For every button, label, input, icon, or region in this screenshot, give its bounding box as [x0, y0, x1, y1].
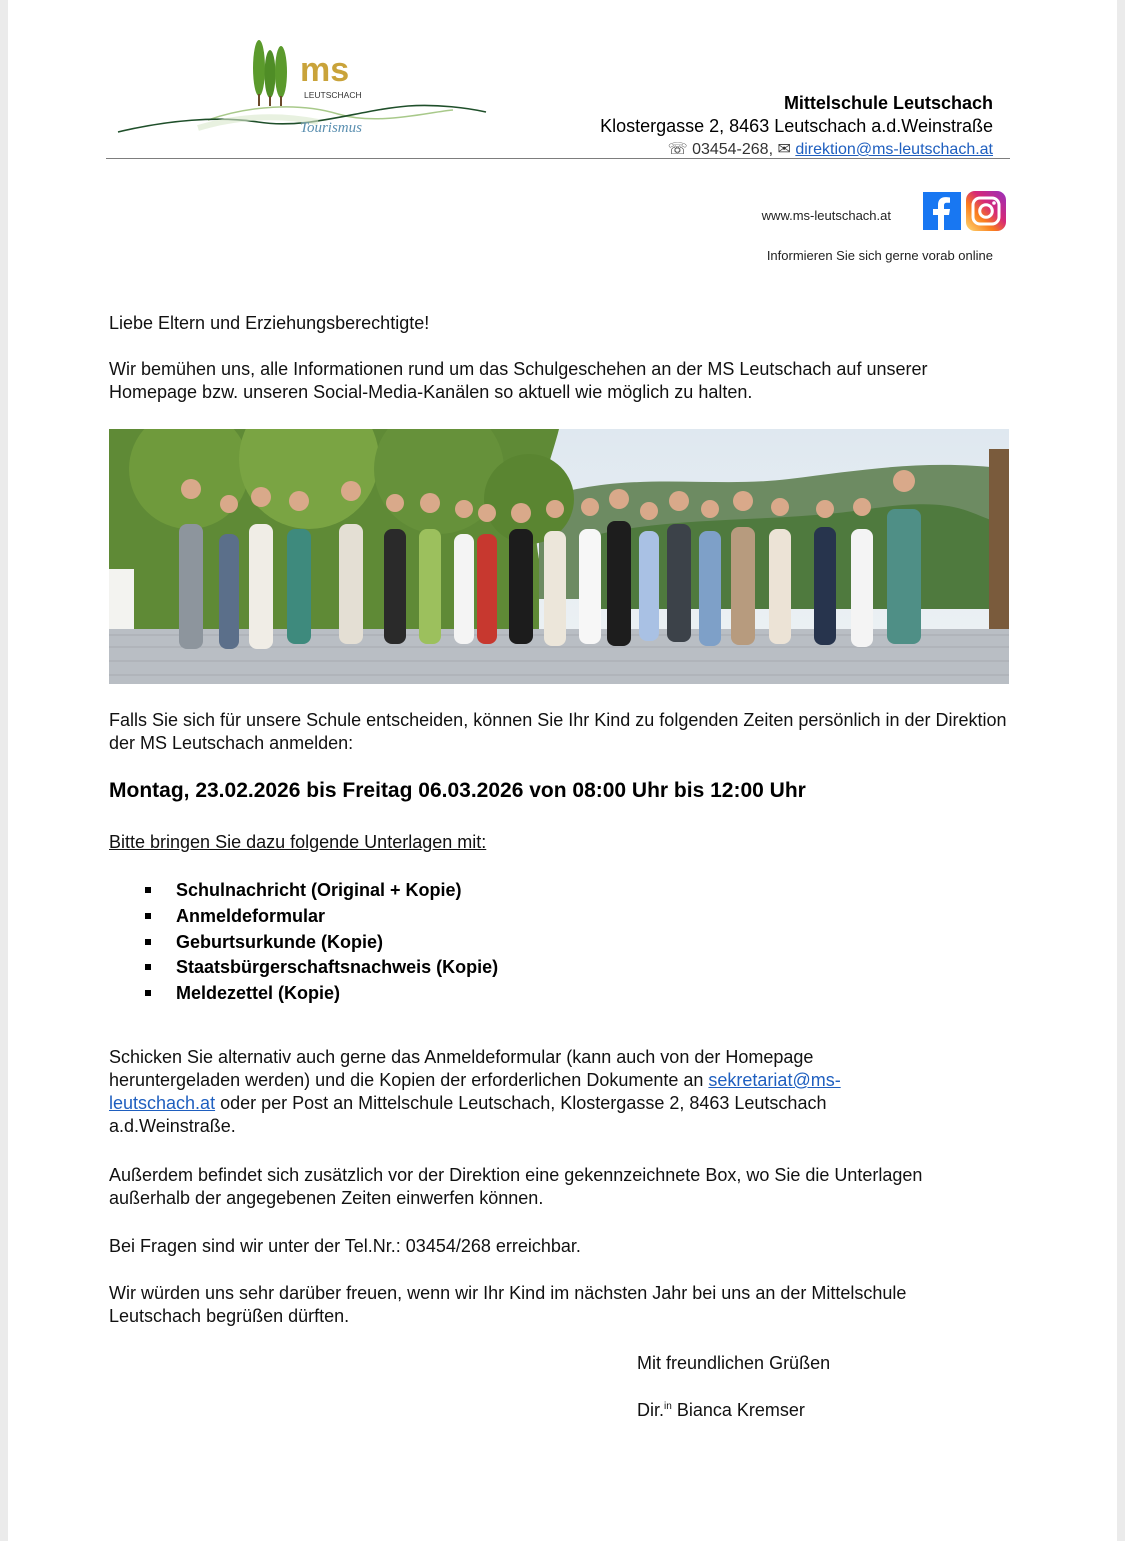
list-item: Geburtsurkunde (Kopie) — [109, 930, 498, 956]
greeting: Liebe Eltern und Erziehungsberechtigte! — [109, 313, 430, 333]
staff-group-photo — [109, 429, 1009, 684]
signature-line — [637, 1400, 805, 1421]
signer-title-sup: in — [664, 1401, 672, 1412]
questions-paragraph: Bei Fragen sind wir unter der Tel.Nr.: 03454/268 erreichbar. — [109, 1236, 581, 1256]
sekretariat-email-link[interactable]: sekretariat@ms-leutschach.at — [109, 1070, 841, 1113]
list-item: Meldezettel (Kopie) — [109, 981, 498, 1007]
online-info-note: Informieren Sie sich gerne vorab online — [766, 248, 993, 263]
facebook-icon[interactable] — [923, 192, 961, 230]
registration-paragraph: Falls Sie sich für unsere Schule entscheiden, können Sie Ihr Kind zu folgenden Zeiten persönlich in der Direktion der MS Leutschach anmelden: — [109, 710, 1007, 753]
direktion-email-link[interactable]: direktion@ms-leutschach.at — [795, 141, 993, 158]
cypress-trees-icon — [253, 40, 287, 106]
envelope-icon: ✉ — [777, 141, 791, 158]
header-divider — [106, 158, 1010, 159]
school-contact-block — [600, 92, 993, 161]
list-item: Anmeldeformular — [109, 904, 498, 930]
registration-dates: Montag, 23.02.2026 bis Freitag 06.03.2026 von 08:00 Uhr bis 12:00 Uhr — [109, 779, 806, 802]
list-item: Staatsbürgerschaftsnachweis (Kopie) — [109, 955, 498, 981]
logo-sub-text: LEUTSCHACH — [304, 90, 362, 100]
signer-name: Bianca Kremser — [676, 1400, 805, 1420]
closing-wish-paragraph: Wir würden uns sehr darüber freuen, wenn wir Ihr Kind im nächsten Jahr bei uns an der Mittelschule Leutschach begrüßen dürften. — [109, 1283, 907, 1326]
school-address: Klostergasse 2, 8463 Leutschach a.d.Weinstraße — [600, 116, 993, 136]
regards: Mit freundlichen Grüßen — [637, 1353, 831, 1373]
alternative-text-part1: Schicken Sie alternativ auch gerne das Anmeldeformular (kann auch von der Homepage heruntergeladen werden) und die Kopien der erforderlichen Dokumente an — [109, 1047, 814, 1090]
alternative-submission-paragraph — [109, 1046, 929, 1138]
signer-title: Dir. — [637, 1400, 664, 1420]
website-link[interactable]: www.ms-leutschach.at — [761, 208, 891, 223]
document-page — [8, 0, 1117, 1541]
documents-list — [109, 878, 498, 1007]
instagram-icon[interactable] — [966, 191, 1006, 231]
phone-icon: ☏ — [667, 141, 688, 158]
list-item: Schulnachricht (Original + Kopie) — [109, 878, 498, 904]
intro-paragraph: Wir bemühen uns, alle Informationen rund um das Schulgeschehen an der MS Leutschach auf unserer Homepage bzw. unseren Social-Media-Kanälen so aktuell wie möglich zu halten. — [109, 359, 928, 402]
alternative-text-part2: oder per Post an Mittelschule Leutschach, Klostergasse 2, 8463 Leutschach a.d.Weinstraße. — [109, 1093, 827, 1136]
documents-heading: Bitte bringen Sie dazu folgende Unterlagen mit: — [109, 832, 487, 852]
phone-number: 03454-268, — [692, 141, 774, 158]
school-logo — [108, 36, 490, 146]
school-name: Mittelschule Leutschach — [783, 93, 993, 113]
box-note-paragraph: Außerdem befindet sich zusätzlich vor der Direktion eine gekennzeichnete Box, wo Sie die Unterlagen außerhalb der angegebenen Zeiten einwerfen können. — [109, 1165, 923, 1208]
logo-script-text: Tourismus — [300, 120, 362, 136]
logo-ms-text: ms — [300, 51, 350, 89]
